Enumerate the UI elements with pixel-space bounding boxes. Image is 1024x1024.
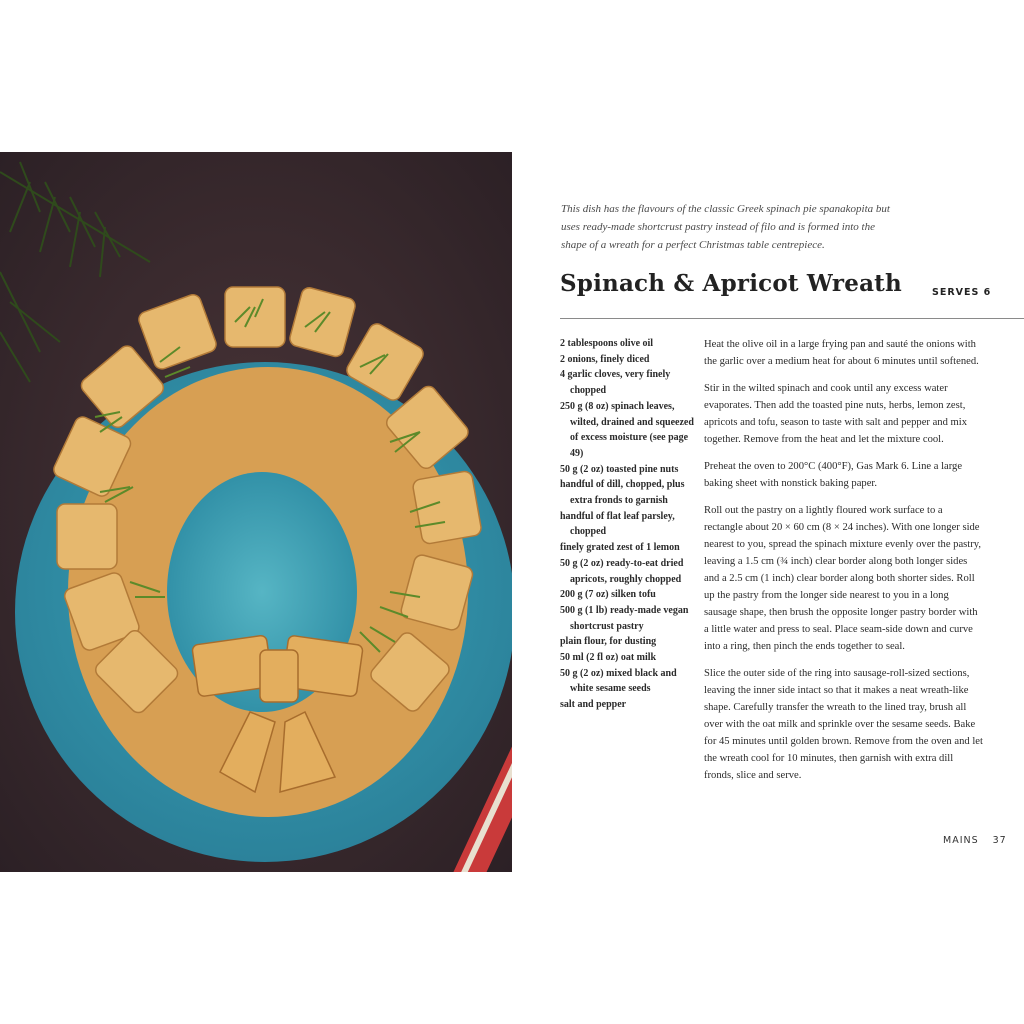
method-step: Stir in the wilted spinach and cook until any excess water evaporates. Then add the toasted pine nuts, herbs, lemon zest, apricots and tofu, season to taste with salt and pepper and mix together. Remove from the heat and let the mixture cool. — [704, 383, 968, 445]
ingredient-item: 250 g (8 oz) spinach leaves, wilted, drained and squeezed of excess moisture (see page 49) — [560, 400, 694, 459]
ingredient-item: finely grated zest of 1 lemon — [560, 542, 680, 554]
ingredient-item: handful of dill, chopped, plus extra fronds to garnish — [560, 479, 685, 507]
ingredient-item: handful of flat leaf parsley, chopped — [560, 510, 675, 538]
ingredient-item: 500 g (1 lb) ready-made vegan shortcrust pastry — [560, 604, 689, 632]
recipe-photo — [0, 152, 512, 872]
method-step: Roll out the pastry on a lightly floured work surface to a rectangle about 20 × 60 cm (8 × 24 inches). With one longer side nearest to you, spread the spinach mixture evenly over the pastry, leaving a 1.5 cm (¾ inch) clear border along both longer sides and a 2.5 cm (1 inch) clear border along both shorter sides. Roll up the pastry from the longer side nearest to you in a long sausage shape, then brush the opposite longer pastry border with a little water and press to seal. Place seam-side down and curve into a ring, then pinch the ends together to seal. — [704, 505, 982, 652]
recipe-intro: This dish has the flavours of the classic Greek spinach pie spanakopita but uses ready-made shortcrust pastry instead of filo and is formed into the shape of a wreath for a perfect Christmas table centrepiece. — [561, 203, 890, 251]
method-step: Slice the outer side of the ring into sausage-roll-sized sections, leaving the inner side intact so that it makes a neat wreath-like shape. Carefully transfer the wreath to the lined tray, brush all over with the oat milk and sprinkle over the sesame seeds. Bake for 45 minutes until golden brown. Remove from the oven and let the wreath cool for 10 minutes, then garnish with extra dill fronds, slice and serve. — [704, 668, 983, 781]
method-step: Heat the olive oil in a large frying pan and sauté the onions with the garlic over a medium heat for about 6 minutes until softened. — [704, 339, 979, 367]
recipe-title: Spinach & Apricot Wreath — [560, 270, 902, 297]
ingredient-item: 50 g (2 oz) mixed black and white sesame seeds — [560, 667, 677, 695]
page-footer — [943, 835, 1007, 846]
serves-label: SERVES 6 — [932, 287, 992, 298]
method-step: Preheat the oven to 200°C (400°F), Gas Mark 6. Line a large baking sheet with nonstick baking paper. — [704, 461, 963, 489]
ingredients-list — [560, 336, 700, 713]
ingredient-item: 50 g (2 oz) ready-to-eat dried apricots, roughly chopped — [560, 557, 684, 585]
ingredient-item: 200 g (7 oz) silken tofu — [560, 589, 656, 601]
ingredient-item: 4 garlic cloves, very finely chopped — [560, 369, 671, 397]
section-label: MAINS — [943, 835, 979, 846]
ingredient-item: 50 g (2 oz) toasted pine nuts — [560, 463, 679, 475]
ingredient-item: 2 onions, finely diced — [560, 353, 650, 365]
method-steps — [704, 336, 984, 794]
ingredient-item: salt and pepper — [560, 699, 627, 711]
title-divider — [560, 318, 1024, 319]
recipe-text-page — [512, 152, 1024, 872]
wreath-photo-illustration — [0, 152, 512, 872]
ingredient-item: 50 ml (2 fl oz) oat milk — [560, 652, 657, 664]
ingredient-item: 2 tablespoons olive oil — [560, 338, 654, 349]
ingredient-item: plain flour, for dusting — [560, 636, 657, 648]
page-number: 37 — [992, 835, 1007, 846]
